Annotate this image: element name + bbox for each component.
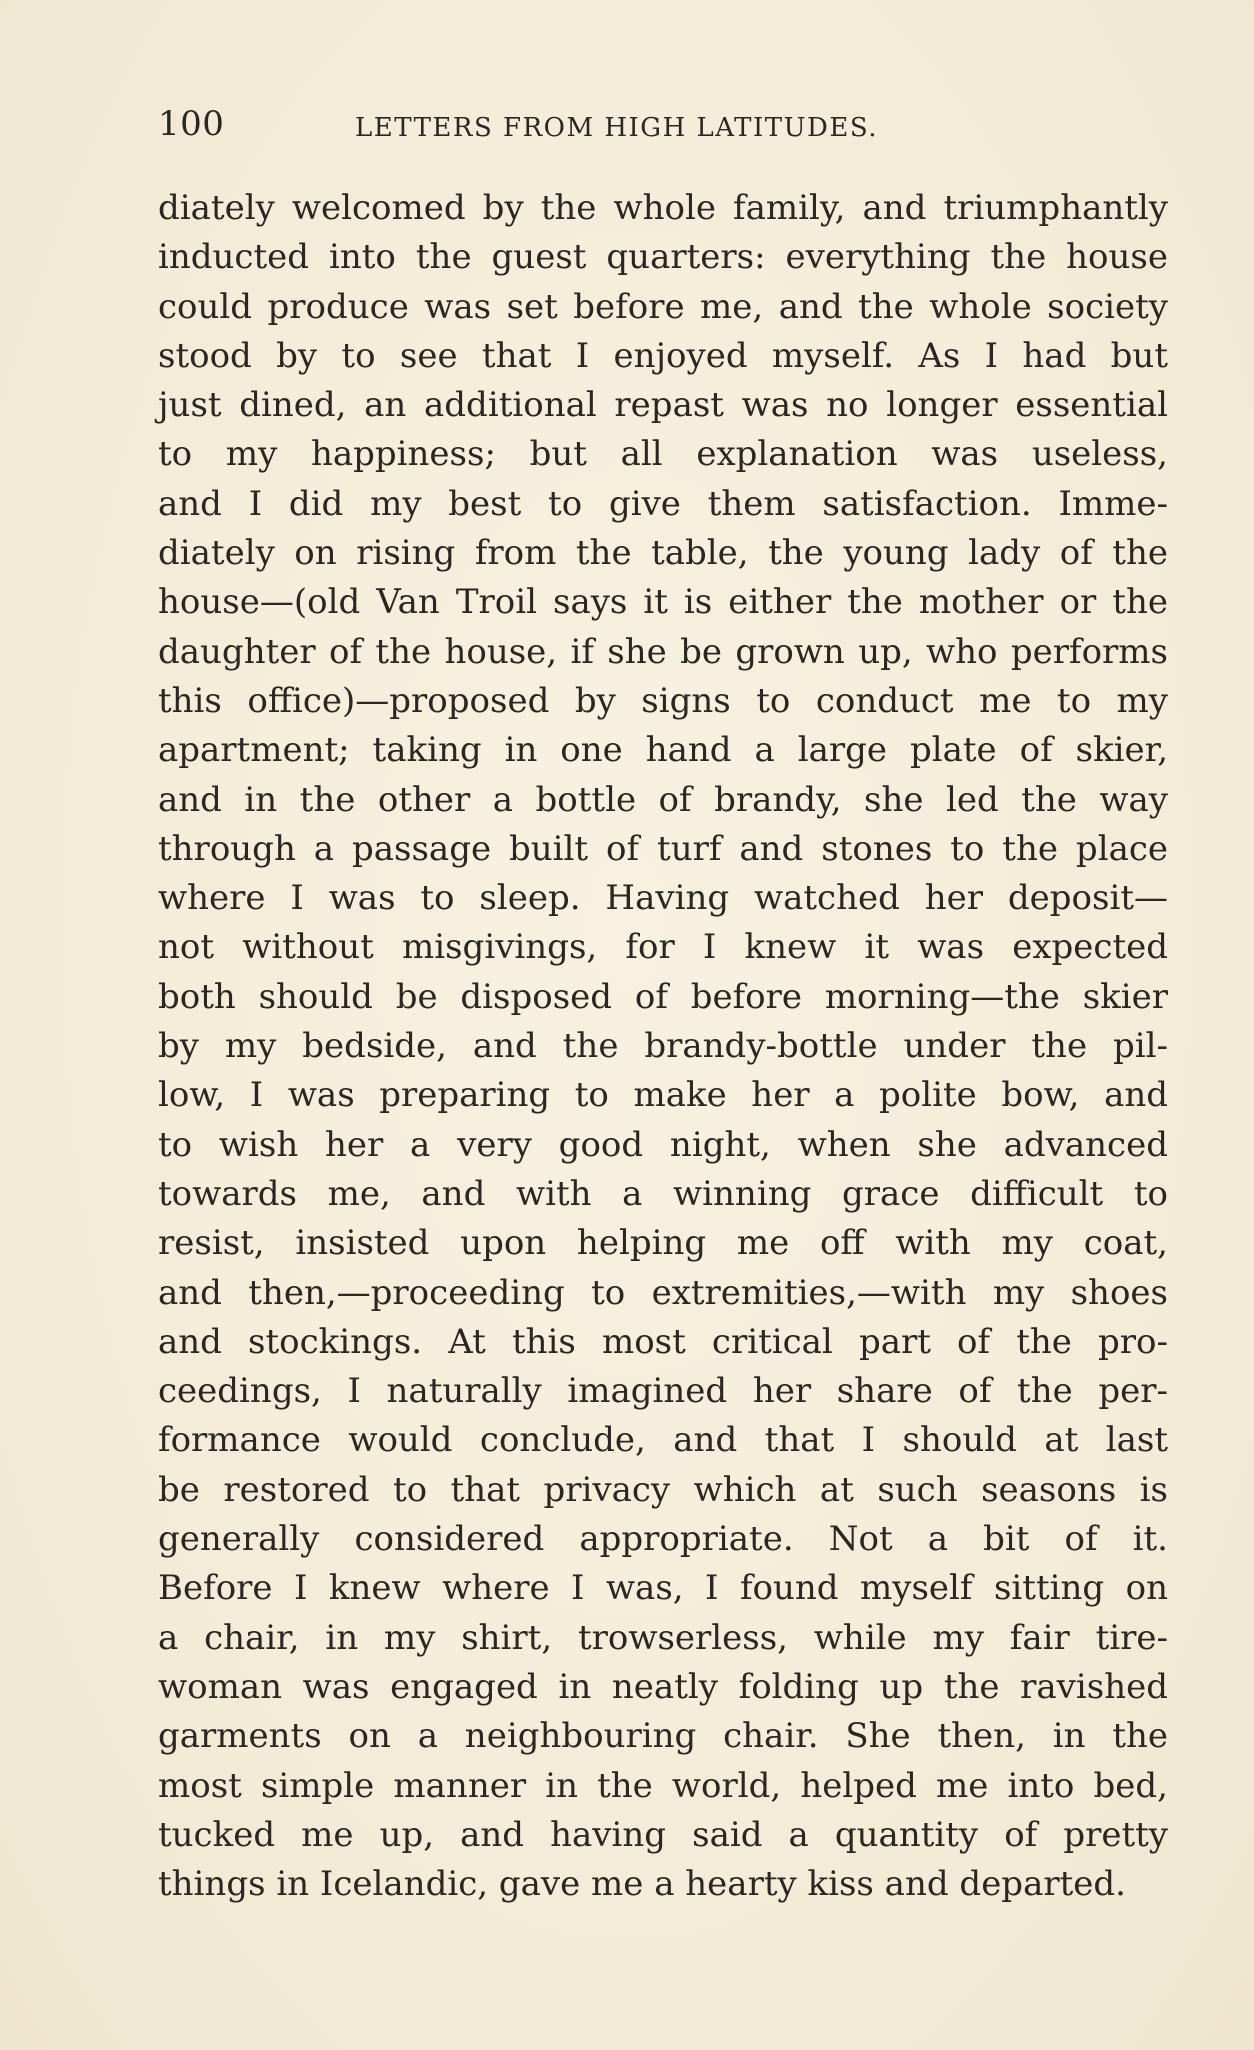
text-line: could produce was set before me, and the whole society [158, 286, 1168, 327]
text-line: Before I knew where I was, I found myself sitting on [158, 1568, 1168, 1609]
text-line: to my happiness; but all explanation was useless, [158, 434, 1168, 475]
text-line: most simple manner in the world, helped me into bed, [158, 1765, 1168, 1806]
text-line: and in the other a bottle of brandy, she led the way [158, 779, 1168, 820]
text-line: things in Icelandic, gave me a hearty kiss and departed. [158, 1864, 1126, 1905]
text-line: by my bedside, and the brandy-bottle under the pil- [158, 1026, 1168, 1067]
page-header [158, 104, 1168, 152]
text-line: through a passage built of turf and stones to the place [158, 828, 1168, 869]
text-line: house—(old Van Troil says it is either the mother or the [158, 582, 1168, 623]
text-line: daughter of the house, if she be grown up, who performs [158, 631, 1168, 672]
body-text [158, 184, 1168, 1909]
text-line: a chair, in my shirt, trowserless, while my fair tire- [158, 1617, 1168, 1658]
text-line: and then,—proceeding to extremities,—with my shoes [158, 1272, 1168, 1313]
text-line: both should be disposed of before morning—the skier [158, 976, 1168, 1017]
text-line: apartment; taking in one hand a large plate of skier, [158, 730, 1168, 771]
text-line: towards me, and with a winning grace difficult to [158, 1173, 1168, 1214]
text-line: diately on rising from the table, the young lady of the [158, 533, 1168, 574]
text-line: garments on a neighbouring chair. She then, in the [158, 1716, 1168, 1757]
text-line: tucked me up, and having said a quantity of pretty [158, 1814, 1168, 1855]
text-line: and I did my best to give them satisfaction. Imme- [158, 483, 1168, 524]
text-line: ceedings, I naturally imagined her share of the per- [158, 1371, 1168, 1412]
text-line: stood by to see that I enjoyed myself. As I had but [158, 335, 1168, 376]
text-line: generally considered appropriate. Not a bit of it. [158, 1519, 1168, 1560]
text-line: low, I was preparing to make her a polite bow, and [158, 1075, 1168, 1116]
text-line: woman was engaged in neatly folding up the ravished [158, 1666, 1168, 1707]
running-title: LETTERS FROM HIGH LATITUDES. [355, 113, 878, 143]
text-line: diately welcomed by the whole family, and triumphantly [158, 188, 1168, 228]
text-line: this office)—proposed by signs to conduct me to my [158, 680, 1168, 721]
text-line: not without misgivings, for I knew it was expected [158, 927, 1168, 968]
text-line: resist, insisted upon helping me off with my coat, [158, 1223, 1168, 1264]
text-line: to wish her a very good night, when she advanced [158, 1124, 1168, 1165]
text-line: be restored to that privacy which at such seasons is [158, 1469, 1168, 1510]
text-line: just dined, an additional repast was no longer essential [158, 385, 1168, 426]
text-line: where I was to sleep. Having watched her deposit— [158, 878, 1168, 919]
text-line: and stockings. At this most critical part of the pro- [158, 1321, 1168, 1362]
text-line: inducted into the guest quarters: everything the house [158, 237, 1168, 278]
page-number: 100 [158, 104, 225, 144]
text-line: formance would conclude, and that I should at last [158, 1420, 1168, 1461]
